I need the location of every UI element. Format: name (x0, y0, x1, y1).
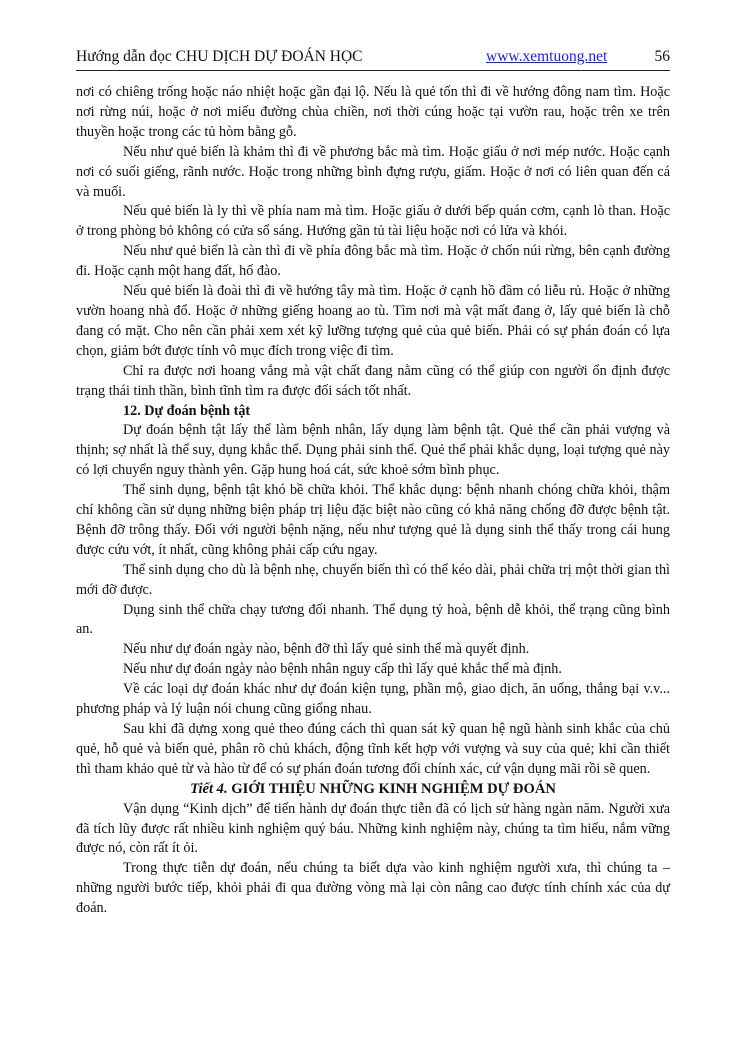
paragraph: Dự đoán bệnh tật lấy thể làm bệnh nhân, lấy dụng làm bệnh tật. Quẻ thể cần phải vượng và thịnh; sợ nhất là thể suy, dụng khắc thể. Dụng phải sinh thể. Quẻ thể phải khắc dụng, loại tượng quẻ này có lợi chuyển nguy thành yên. Gặp hung hoá cát, sức khoẻ sớm bình phục. (76, 422, 670, 479)
paragraph: Về các loại dự đoán khác như dự đoán kiện tụng, phần mộ, giao dịch, ăn uống, thắng bại v.v... phương pháp và lý luận nói chung cũng giống nhau. (76, 681, 670, 718)
book-title: Hướng dẫn đọc CHU DỊCH DỰ ĐOÁN HỌC (76, 48, 363, 65)
paragraph: Dụng sinh thể chữa chạy tương đối nhanh. Thể dụng tỷ hoà, bệnh dễ khỏi, thể trạng cũng bình an. (76, 601, 670, 638)
heading-title: GIỚI THIỆU NHỮNG KINH NGHIỆM DỰ ĐOÁN (231, 780, 556, 797)
paragraph: Sau khi đã dựng xong quẻ theo đúng cách thì quan sát kỹ quan hệ ngũ hành sinh khắc của chủ quẻ, hỗ quẻ và biến quẻ, phân rõ chủ khách, động tĩnh kết hợp với vượng và suy của quẻ; khi cần thiết thì tham khảo quẻ từ và hào từ để có sự phán đoán tương đối chính xác, cứ vận dụng mãi rồi sẽ quen. (76, 721, 670, 777)
paragraph: Nếu quẻ biến là ly thì về phía nam mà tìm. Hoặc giấu ở dưới bếp quán cơm, cạnh lò than. Hoặc ở trong phòng bỏ không có cửa sổ sáng. Hướng gần tủ tài liệu hoặc nơi có lửa và khói. (76, 203, 670, 240)
page-body (76, 83, 670, 919)
paragraph: Trong thực tiễn dự đoán, nếu chúng ta biết dựa vào kinh nghiệm người xưa, thì chúng ta – những người bước tiếp, khỏi phải đi qua đường vòng mà lại còn nâng cao được tính chính xác của dự đoán. (76, 860, 670, 917)
paragraph: Nếu như dự đoán ngày nào, bệnh đỡ thì lấy quẻ sinh thể mà quyết định. (123, 641, 530, 658)
page-header (76, 44, 670, 71)
paragraph: Chỉ ra được nơi hoang vắng mà vật chất đang nằm cũng có thể giúp con người ổn định được trạng thái tinh thần, bình tĩnh tìm ra được đối sách tốt nhất. (76, 362, 670, 399)
paragraph: nơi có chiêng trống hoặc náo nhiệt hoặc gần đại lộ. Nếu là quẻ tốn thì đi về hướng đông nam tìm. Hoặc nơi rừng núi, hoặc ở nơi miếu đường chùa chiền, nơi thời cúng hoặc tại vườn rau, hoặc trên xe trên thuyền hoặc trong các tủ hòm bằng gỗ. (76, 84, 670, 140)
chapter-heading-tiet-4 (76, 780, 670, 800)
heading-lead: Tiết 4. (190, 780, 228, 797)
paragraph: Nếu như dự đoán ngày nào bệnh nhân nguy cấp thì lấy quẻ khắc thể mà định. (123, 661, 562, 678)
paragraph: Thể sinh dụng, bệnh tật khó bề chữa khỏi. Thể khắc dụng: bệnh nhanh chóng chữa khỏi, thậm chí không cần sử dụng những biện pháp trị liệu đặc biệt nào cũng có khả năng chống đỡ được bệnh tật. Bệnh đỡ trông thấy. Đối với người bệnh nặng, nếu như tượng quẻ là dụng sinh thể thấy trong cái hung được cứu vớt, ít nhất, cũng không phải cấp cứu ngay. (76, 482, 670, 558)
paragraph: Thể sinh dụng cho dù là bệnh nhẹ, chuyển biến thì có thể kéo dài, phải chữa trị một thời gian thì mới đỡ được. (76, 561, 670, 598)
section-heading-12: 12. Dự đoán bệnh tật (123, 402, 251, 419)
paragraph: Nếu như quẻ biến là càn thì đi về phía đông bắc mà tìm. Hoặc ở chốn núi rừng, bên cạnh đường đi. Hoặc cạnh một hang đất, hố đào. (76, 243, 670, 280)
paragraph: Vận dụng “Kinh dịch” để tiến hành dự đoán thực tiễn đã có lịch sử hàng ngàn năm. Người xưa đã tích lũy được rất nhiều kinh nghiệm quý báu. Những kinh nghiệm này, chúng ta tìm hiểu, nắm vững được nó, còn rất ít ỏi. (76, 800, 670, 857)
paragraph: Nếu như quẻ biến là khảm thì đi về phương bắc mà tìm. Hoặc giấu ở nơi mép nước. Hoặc cạnh nơi có suối giếng, rãnh nước. Hoặc trong những bình đựng rượu, giấm. Hoặc ở nơi có liên quan đến cá và muối. (76, 143, 670, 200)
website-link[interactable]: www.xemtuong.net (486, 48, 608, 65)
page-number: 56 (654, 48, 670, 65)
paragraph: Nếu quẻ biến là đoài thì đi về hướng tây mà tìm. Hoặc ở cạnh hồ đầm có liễu rủ. Hoặc ở những vườn hoang nhà đổ. Hoặc ở những giếng hoang ao tù. Tìm nơi mà vật mất đang ở, lấy quẻ biến là chỗ đang có mặt. Cho nên cần phải xem xét kỹ lưỡng tượng quẻ của quẻ biến. Phải có sự phán đoán có lựa chọn, giảm bớt được tính vô mục đích trong việc đi tìm. (76, 283, 670, 359)
